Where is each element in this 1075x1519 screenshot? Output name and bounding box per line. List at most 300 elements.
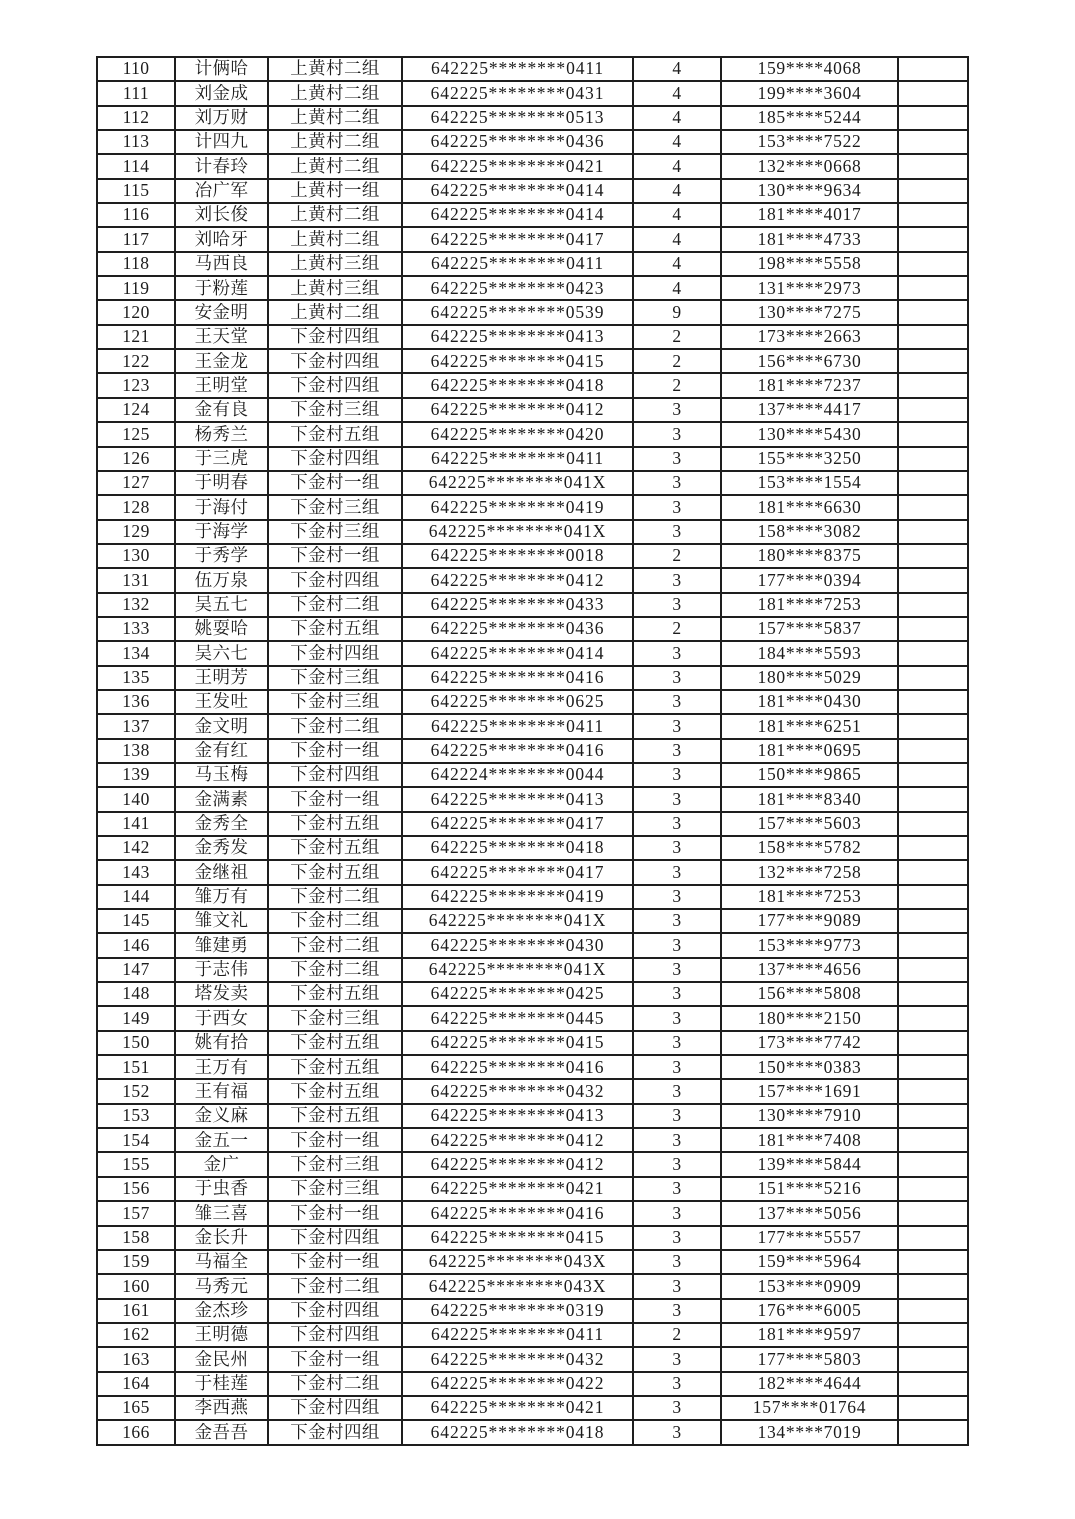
cell-phone-masked: 130****9634 [721, 179, 898, 203]
cell-phone-masked: 198****5558 [721, 252, 898, 276]
cell-serial-number: 127 [97, 471, 175, 495]
cell-blank [898, 1055, 968, 1079]
cell-serial-number: 139 [97, 763, 175, 787]
cell-count: 3 [633, 1128, 721, 1152]
cell-serial-number: 116 [97, 203, 175, 227]
cell-name: 金秀发 [175, 836, 268, 860]
cell-blank [898, 179, 968, 203]
cell-name: 金满素 [175, 787, 268, 811]
cell-phone-masked: 134****7019 [721, 1420, 898, 1444]
cell-count: 3 [633, 568, 721, 592]
table-row [97, 1372, 968, 1396]
cell-name: 王明堂 [175, 373, 268, 397]
cell-serial-number: 157 [97, 1201, 175, 1225]
cell-village-group: 下金村四组 [268, 1323, 402, 1347]
cell-serial-number: 145 [97, 909, 175, 933]
cell-village-group: 下金村三组 [268, 690, 402, 714]
cell-blank [898, 666, 968, 690]
cell-blank [898, 300, 968, 324]
cell-blank [898, 1347, 968, 1371]
cell-id-number-masked: 642225********0412 [402, 1152, 633, 1176]
cell-phone-masked: 130****7910 [721, 1104, 898, 1128]
table-row [97, 471, 968, 495]
cell-serial-number: 123 [97, 373, 175, 397]
table-row [97, 1274, 968, 1298]
cell-village-group: 上黄村二组 [268, 81, 402, 105]
cell-count: 3 [633, 763, 721, 787]
cell-village-group: 下金村一组 [268, 739, 402, 763]
cell-village-group: 下金村四组 [268, 349, 402, 373]
cell-id-number-masked: 642225********0414 [402, 179, 633, 203]
cell-name: 于三虎 [175, 447, 268, 471]
cell-count: 4 [633, 130, 721, 154]
cell-village-group: 下金村四组 [268, 763, 402, 787]
cell-phone-masked: 139****5844 [721, 1152, 898, 1176]
table-row [97, 763, 968, 787]
cell-name: 于粉莲 [175, 276, 268, 300]
cell-blank [898, 933, 968, 957]
cell-serial-number: 122 [97, 349, 175, 373]
cell-count: 3 [633, 1079, 721, 1103]
cell-name: 金五一 [175, 1128, 268, 1152]
cell-serial-number: 152 [97, 1079, 175, 1103]
cell-id-number-masked: 642225********0432 [402, 1079, 633, 1103]
table-row [97, 1347, 968, 1371]
cell-name: 于明春 [175, 471, 268, 495]
table-row [97, 1250, 968, 1274]
cell-serial-number: 115 [97, 179, 175, 203]
cell-phone-masked: 199****3604 [721, 81, 898, 105]
table-row [97, 1420, 968, 1444]
cell-blank [898, 593, 968, 617]
cell-name: 于海付 [175, 495, 268, 519]
cell-serial-number: 151 [97, 1055, 175, 1079]
table-row [97, 520, 968, 544]
cell-id-number-masked: 642225********0414 [402, 641, 633, 665]
table-row [97, 276, 968, 300]
cell-id-number-masked: 642225********0423 [402, 276, 633, 300]
cell-blank [898, 227, 968, 251]
cell-blank [898, 398, 968, 422]
cell-count: 4 [633, 154, 721, 178]
cell-blank [898, 203, 968, 227]
cell-count: 3 [633, 666, 721, 690]
cell-phone-masked: 159****5964 [721, 1250, 898, 1274]
cell-phone-masked: 177****5557 [721, 1226, 898, 1250]
cell-count: 3 [633, 1250, 721, 1274]
cell-name: 于西女 [175, 1006, 268, 1030]
cell-name: 金长升 [175, 1226, 268, 1250]
cell-count: 4 [633, 179, 721, 203]
cell-blank [898, 1006, 968, 1030]
cell-id-number-masked: 642225********0413 [402, 1104, 633, 1128]
cell-count: 9 [633, 300, 721, 324]
cell-phone-masked: 158****5782 [721, 836, 898, 860]
cell-village-group: 下金村二组 [268, 593, 402, 617]
cell-name: 金民州 [175, 1347, 268, 1371]
cell-serial-number: 156 [97, 1177, 175, 1201]
cell-phone-masked: 181****4733 [721, 227, 898, 251]
cell-village-group: 下金村五组 [268, 982, 402, 1006]
cell-serial-number: 161 [97, 1299, 175, 1323]
cell-serial-number: 113 [97, 130, 175, 154]
cell-blank [898, 81, 968, 105]
cell-village-group: 上黄村二组 [268, 154, 402, 178]
cell-phone-masked: 132****0668 [721, 154, 898, 178]
cell-id-number-masked: 642225********0425 [402, 982, 633, 1006]
cell-village-group: 下金村二组 [268, 885, 402, 909]
cell-id-number-masked: 642225********0413 [402, 325, 633, 349]
cell-name: 刘长俊 [175, 203, 268, 227]
cell-id-number-masked: 642225********0417 [402, 860, 633, 884]
cell-name: 王有福 [175, 1079, 268, 1103]
cell-serial-number: 142 [97, 836, 175, 860]
cell-village-group: 下金村二组 [268, 958, 402, 982]
cell-phone-masked: 157****5837 [721, 617, 898, 641]
cell-count: 4 [633, 81, 721, 105]
cell-serial-number: 135 [97, 666, 175, 690]
cell-phone-masked: 181****7237 [721, 373, 898, 397]
table-row [97, 958, 968, 982]
cell-phone-masked: 177****9089 [721, 909, 898, 933]
cell-count: 3 [633, 1372, 721, 1396]
cell-id-number-masked: 642225********0422 [402, 1372, 633, 1396]
table-row [97, 641, 968, 665]
cell-id-number-masked: 642225********0412 [402, 568, 633, 592]
table-row [97, 885, 968, 909]
table-row [97, 1201, 968, 1225]
cell-blank [898, 57, 968, 81]
cell-village-group: 下金村二组 [268, 909, 402, 933]
cell-phone-masked: 181****0430 [721, 690, 898, 714]
cell-id-number-masked: 642225********0419 [402, 885, 633, 909]
cell-village-group: 下金村三组 [268, 1177, 402, 1201]
cell-village-group: 下金村五组 [268, 1079, 402, 1103]
table-row [97, 1006, 968, 1030]
cell-phone-masked: 180****2150 [721, 1006, 898, 1030]
cell-id-number-masked: 642225********0420 [402, 422, 633, 446]
cell-serial-number: 155 [97, 1152, 175, 1176]
cell-count: 2 [633, 1323, 721, 1347]
cell-serial-number: 141 [97, 812, 175, 836]
cell-blank [898, 154, 968, 178]
table-row [97, 1128, 968, 1152]
table-row [97, 836, 968, 860]
cell-village-group: 下金村五组 [268, 836, 402, 860]
cell-serial-number: 163 [97, 1347, 175, 1371]
cell-blank [898, 714, 968, 738]
cell-blank [898, 1396, 968, 1420]
cell-serial-number: 162 [97, 1323, 175, 1347]
cell-phone-masked: 182****4644 [721, 1372, 898, 1396]
cell-serial-number: 130 [97, 544, 175, 568]
cell-count: 3 [633, 422, 721, 446]
cell-name: 于虫香 [175, 1177, 268, 1201]
table-row [97, 812, 968, 836]
cell-blank [898, 447, 968, 471]
cell-count: 3 [633, 1177, 721, 1201]
table-row [97, 860, 968, 884]
cell-name: 金杰珍 [175, 1299, 268, 1323]
cell-id-number-masked: 642225********0416 [402, 666, 633, 690]
cell-name: 计春玲 [175, 154, 268, 178]
cell-id-number-masked: 642225********0418 [402, 373, 633, 397]
cell-serial-number: 137 [97, 714, 175, 738]
cell-phone-masked: 153****1554 [721, 471, 898, 495]
cell-village-group: 上黄村二组 [268, 130, 402, 154]
cell-id-number-masked: 642225********0433 [402, 593, 633, 617]
cell-id-number-masked: 642225********0411 [402, 447, 633, 471]
cell-village-group: 下金村五组 [268, 1055, 402, 1079]
cell-count: 3 [633, 933, 721, 957]
cell-blank [898, 495, 968, 519]
cell-serial-number: 119 [97, 276, 175, 300]
cell-village-group: 下金村三组 [268, 666, 402, 690]
cell-count: 3 [633, 1274, 721, 1298]
cell-id-number-masked: 642225********0415 [402, 1031, 633, 1055]
cell-blank [898, 690, 968, 714]
table-row [97, 179, 968, 203]
table-row [97, 1152, 968, 1176]
table-row [97, 349, 968, 373]
cell-id-number-masked: 642225********0445 [402, 1006, 633, 1030]
cell-village-group: 下金村二组 [268, 1274, 402, 1298]
cell-serial-number: 120 [97, 300, 175, 324]
cell-name: 冶广军 [175, 179, 268, 203]
cell-name: 金广 [175, 1152, 268, 1176]
cell-name: 吴五七 [175, 593, 268, 617]
cell-count: 2 [633, 373, 721, 397]
cell-phone-masked: 173****2663 [721, 325, 898, 349]
cell-id-number-masked: 642225********0411 [402, 252, 633, 276]
cell-serial-number: 136 [97, 690, 175, 714]
cell-id-number-masked: 642225********043X [402, 1250, 633, 1274]
cell-blank [898, 1128, 968, 1152]
cell-serial-number: 128 [97, 495, 175, 519]
cell-village-group: 上黄村二组 [268, 300, 402, 324]
cell-serial-number: 154 [97, 1128, 175, 1152]
cell-name: 于秀学 [175, 544, 268, 568]
cell-id-number-masked: 642225********0430 [402, 933, 633, 957]
cell-id-number-masked: 642225********0421 [402, 1177, 633, 1201]
table-row [97, 1177, 968, 1201]
cell-phone-masked: 137****5056 [721, 1201, 898, 1225]
cell-village-group: 下金村二组 [268, 1372, 402, 1396]
table-row [97, 447, 968, 471]
cell-id-number-masked: 642225********0415 [402, 349, 633, 373]
table-row [97, 252, 968, 276]
cell-name: 马玉梅 [175, 763, 268, 787]
cell-name: 金秀全 [175, 812, 268, 836]
cell-blank [898, 471, 968, 495]
cell-count: 3 [633, 593, 721, 617]
cell-phone-masked: 153****0909 [721, 1274, 898, 1298]
table-row [97, 300, 968, 324]
cell-count: 4 [633, 57, 721, 81]
cell-name: 姚耍哈 [175, 617, 268, 641]
cell-serial-number: 149 [97, 1006, 175, 1030]
cell-count: 3 [633, 1006, 721, 1030]
cell-serial-number: 146 [97, 933, 175, 957]
cell-phone-masked: 157****01764 [721, 1396, 898, 1420]
cell-phone-masked: 181****7253 [721, 885, 898, 909]
cell-name: 于桂莲 [175, 1372, 268, 1396]
cell-village-group: 下金村四组 [268, 568, 402, 592]
cell-id-number-masked: 642225********0436 [402, 617, 633, 641]
cell-blank [898, 544, 968, 568]
cell-count: 3 [633, 909, 721, 933]
cell-village-group: 上黄村三组 [268, 252, 402, 276]
cell-phone-masked: 157****1691 [721, 1079, 898, 1103]
cell-phone-masked: 131****2973 [721, 276, 898, 300]
cell-village-group: 下金村一组 [268, 787, 402, 811]
cell-name: 马西良 [175, 252, 268, 276]
cell-serial-number: 126 [97, 447, 175, 471]
cell-name: 马秀元 [175, 1274, 268, 1298]
cell-id-number-masked: 642225********0319 [402, 1299, 633, 1323]
cell-id-number-masked: 642225********0513 [402, 106, 633, 130]
cell-serial-number: 121 [97, 325, 175, 349]
table-row [97, 57, 968, 81]
cell-name: 马福全 [175, 1250, 268, 1274]
cell-serial-number: 160 [97, 1274, 175, 1298]
cell-name: 李西燕 [175, 1396, 268, 1420]
cell-count: 3 [633, 714, 721, 738]
cell-serial-number: 110 [97, 57, 175, 81]
cell-phone-masked: 181****8340 [721, 787, 898, 811]
cell-blank [898, 1226, 968, 1250]
table-row [97, 714, 968, 738]
cell-phone-masked: 153****7522 [721, 130, 898, 154]
cell-serial-number: 112 [97, 106, 175, 130]
cell-phone-masked: 157****5603 [721, 812, 898, 836]
cell-count: 2 [633, 617, 721, 641]
cell-id-number-masked: 642224********0044 [402, 763, 633, 787]
cell-id-number-masked: 642225********0411 [402, 1323, 633, 1347]
roster-table [96, 56, 969, 1446]
table-row [97, 325, 968, 349]
cell-village-group: 下金村四组 [268, 641, 402, 665]
cell-blank [898, 641, 968, 665]
cell-name: 雏万有 [175, 885, 268, 909]
table-row [97, 81, 968, 105]
cell-name: 金义麻 [175, 1104, 268, 1128]
cell-blank [898, 252, 968, 276]
cell-name: 金有良 [175, 398, 268, 422]
cell-serial-number: 117 [97, 227, 175, 251]
cell-id-number-masked: 642225********0436 [402, 130, 633, 154]
cell-count: 3 [633, 982, 721, 1006]
cell-count: 4 [633, 106, 721, 130]
cell-phone-masked: 181****7253 [721, 593, 898, 617]
cell-name: 安金明 [175, 300, 268, 324]
cell-name: 计四九 [175, 130, 268, 154]
cell-blank [898, 276, 968, 300]
cell-village-group: 下金村四组 [268, 447, 402, 471]
cell-village-group: 下金村一组 [268, 544, 402, 568]
cell-village-group: 下金村四组 [268, 325, 402, 349]
cell-id-number-masked: 642225********0625 [402, 690, 633, 714]
cell-count: 2 [633, 325, 721, 349]
cell-name: 于志伟 [175, 958, 268, 982]
cell-name: 刘金成 [175, 81, 268, 105]
cell-phone-masked: 184****5593 [721, 641, 898, 665]
cell-count: 3 [633, 447, 721, 471]
cell-id-number-masked: 642225********0417 [402, 227, 633, 251]
cell-village-group: 上黄村一组 [268, 179, 402, 203]
cell-id-number-masked: 642225********041X [402, 520, 633, 544]
cell-id-number-masked: 642225********0416 [402, 739, 633, 763]
cell-name: 金有红 [175, 739, 268, 763]
cell-name: 伍万泉 [175, 568, 268, 592]
cell-blank [898, 130, 968, 154]
cell-count: 3 [633, 1201, 721, 1225]
cell-id-number-masked: 642225********0411 [402, 57, 633, 81]
table-row [97, 227, 968, 251]
cell-serial-number: 140 [97, 787, 175, 811]
cell-id-number-masked: 642225********0416 [402, 1055, 633, 1079]
cell-village-group: 下金村一组 [268, 1128, 402, 1152]
cell-village-group: 下金村四组 [268, 1226, 402, 1250]
cell-id-number-masked: 642225********041X [402, 471, 633, 495]
table-row [97, 398, 968, 422]
cell-name: 雏三喜 [175, 1201, 268, 1225]
cell-blank [898, 1104, 968, 1128]
cell-phone-masked: 180****5029 [721, 666, 898, 690]
cell-serial-number: 118 [97, 252, 175, 276]
cell-blank [898, 1323, 968, 1347]
cell-blank [898, 787, 968, 811]
cell-id-number-masked: 642225********0418 [402, 836, 633, 860]
cell-name: 王明德 [175, 1323, 268, 1347]
cell-phone-masked: 185****5244 [721, 106, 898, 130]
cell-village-group: 下金村五组 [268, 617, 402, 641]
cell-village-group: 下金村五组 [268, 860, 402, 884]
cell-name: 刘万财 [175, 106, 268, 130]
cell-serial-number: 158 [97, 1226, 175, 1250]
table-row [97, 617, 968, 641]
cell-phone-masked: 156****6730 [721, 349, 898, 373]
cell-count: 2 [633, 544, 721, 568]
table-row [97, 933, 968, 957]
cell-count: 3 [633, 690, 721, 714]
cell-phone-masked: 155****3250 [721, 447, 898, 471]
cell-phone-masked: 153****9773 [721, 933, 898, 957]
cell-village-group: 下金村五组 [268, 422, 402, 446]
cell-blank [898, 617, 968, 641]
cell-id-number-masked: 642225********041X [402, 909, 633, 933]
cell-id-number-masked: 642225********0418 [402, 1420, 633, 1444]
cell-village-group: 下金村三组 [268, 520, 402, 544]
cell-blank [898, 982, 968, 1006]
cell-count: 3 [633, 1420, 721, 1444]
cell-blank [898, 763, 968, 787]
cell-village-group: 下金村三组 [268, 1152, 402, 1176]
cell-village-group: 下金村一组 [268, 1250, 402, 1274]
cell-id-number-masked: 642225********0413 [402, 787, 633, 811]
table-row [97, 787, 968, 811]
table-row [97, 982, 968, 1006]
table-row [97, 1299, 968, 1323]
cell-blank [898, 958, 968, 982]
cell-name: 雏建勇 [175, 933, 268, 957]
cell-blank [898, 1250, 968, 1274]
cell-village-group: 下金村五组 [268, 812, 402, 836]
cell-serial-number: 129 [97, 520, 175, 544]
cell-blank [898, 373, 968, 397]
cell-phone-masked: 132****7258 [721, 860, 898, 884]
cell-name: 金文明 [175, 714, 268, 738]
